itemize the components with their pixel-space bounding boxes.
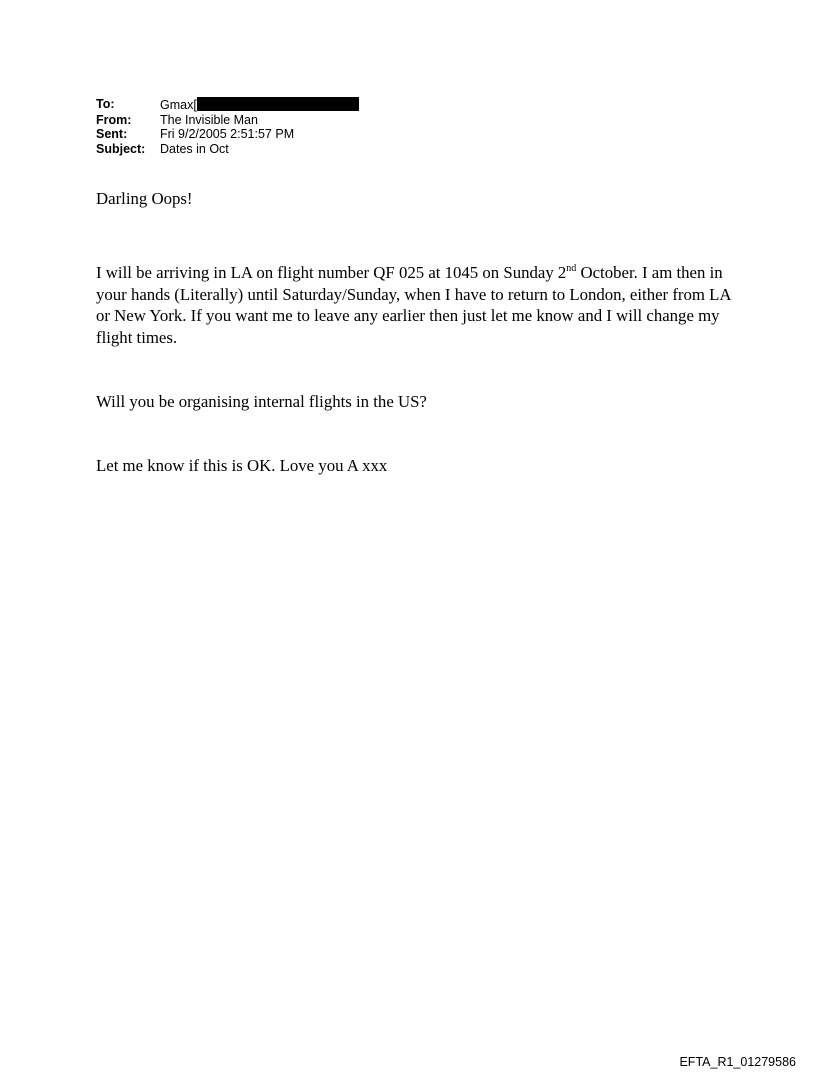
subject-value: Dates in Oct — [160, 142, 229, 157]
sent-row — [96, 127, 359, 142]
email-body — [96, 188, 736, 477]
from-value: The Invisible Man — [160, 112, 258, 127]
subject-label: Subject: — [96, 142, 146, 157]
paragraph-arrival-start: I will be arriving in LA on flight number QF 025 at 1045 on Sunday 2 — [96, 263, 567, 283]
to-row — [96, 97, 359, 113]
to-value-text: Gmax[ — [160, 98, 197, 112]
sent-value: Fri 9/2/2005 2:51:57 PM — [160, 127, 295, 142]
paragraph-question: Will you be organising internal flights in the US? — [96, 392, 427, 412]
document-id: EFTA_R1_01279586 — [679, 1055, 796, 1069]
paragraph-arrival — [96, 262, 736, 348]
subject-row — [96, 142, 359, 157]
to-label: To: — [96, 97, 115, 111]
redaction-bar — [197, 97, 359, 111]
ordinal-suffix: nd — [566, 262, 577, 274]
paragraph-signoff: Let me know if this is OK. Love you A xxx — [96, 456, 388, 476]
paragraph-arrival-end: October. I am then in your hands (Literally) until Saturday/Sunday, when I have to return to London, either from LA or New York. If you want me to leave any earlier then just let me know and I will change my flight times. — [96, 263, 731, 347]
greeting: Darling Oops! — [96, 189, 193, 208]
from-row — [96, 113, 359, 128]
from-label: From: — [96, 112, 132, 127]
to-value — [160, 97, 359, 113]
email-header — [96, 97, 359, 157]
sent-label: Sent: — [96, 127, 128, 142]
